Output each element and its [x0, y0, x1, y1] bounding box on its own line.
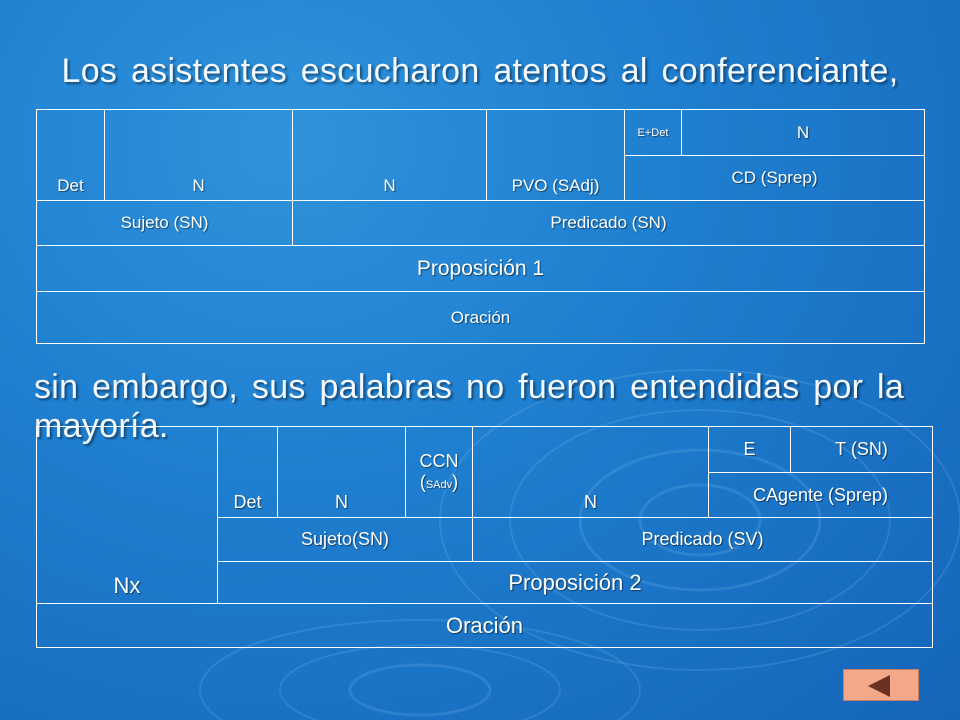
cell-det: Det	[218, 427, 278, 518]
cell-proposicion-1: Proposición 1	[37, 246, 925, 292]
cell-oracion-2: Oración	[37, 604, 933, 648]
back-arrow-icon	[868, 675, 890, 697]
cell-n1: N	[278, 427, 406, 518]
cell-n2: N	[293, 110, 487, 201]
cell-sujeto: Sujeto(SN)	[218, 518, 473, 562]
cell-proposicion-2: Proposición 2	[218, 562, 933, 604]
ccn-sub: SAdv	[425, 479, 453, 491]
cell-n2: N	[473, 427, 709, 518]
back-button[interactable]	[843, 669, 919, 701]
cell-e-det: E+Det	[625, 110, 682, 156]
syntax-table-2	[36, 426, 933, 648]
cell-det: Det	[37, 110, 105, 201]
ccn-paren-open: (	[419, 472, 426, 492]
slide-title-line2: sin embargo, sus palabras no fueron entendidas por la mayoría.	[34, 368, 905, 445]
ccn-paren-close: )	[452, 472, 459, 492]
cell-ccn	[406, 427, 473, 518]
cell-oracion-1: Oración	[37, 292, 925, 344]
ccn-label: CCN	[419, 451, 459, 471]
cell-n3: N	[682, 110, 925, 156]
cell-cd: CD (Sprep)	[625, 156, 925, 201]
cell-sujeto: Sujeto (SN)	[37, 201, 293, 246]
cell-t: T (SN)	[791, 427, 933, 473]
cell-pvo: PVO (SAdj)	[487, 110, 625, 201]
cell-e: E	[709, 427, 791, 473]
cell-predicado: Predicado (SV)	[473, 518, 933, 562]
slide-title-line1: Los asistentes escucharon atentos al conferenciante,	[61, 52, 899, 90]
cell-cagente: CAgente (Sprep)	[709, 473, 933, 518]
cell-nx: Nx	[37, 427, 218, 604]
cell-predicado: Predicado (SN)	[293, 201, 925, 246]
syntax-table-1	[36, 109, 925, 344]
cell-n1: N	[105, 110, 293, 201]
